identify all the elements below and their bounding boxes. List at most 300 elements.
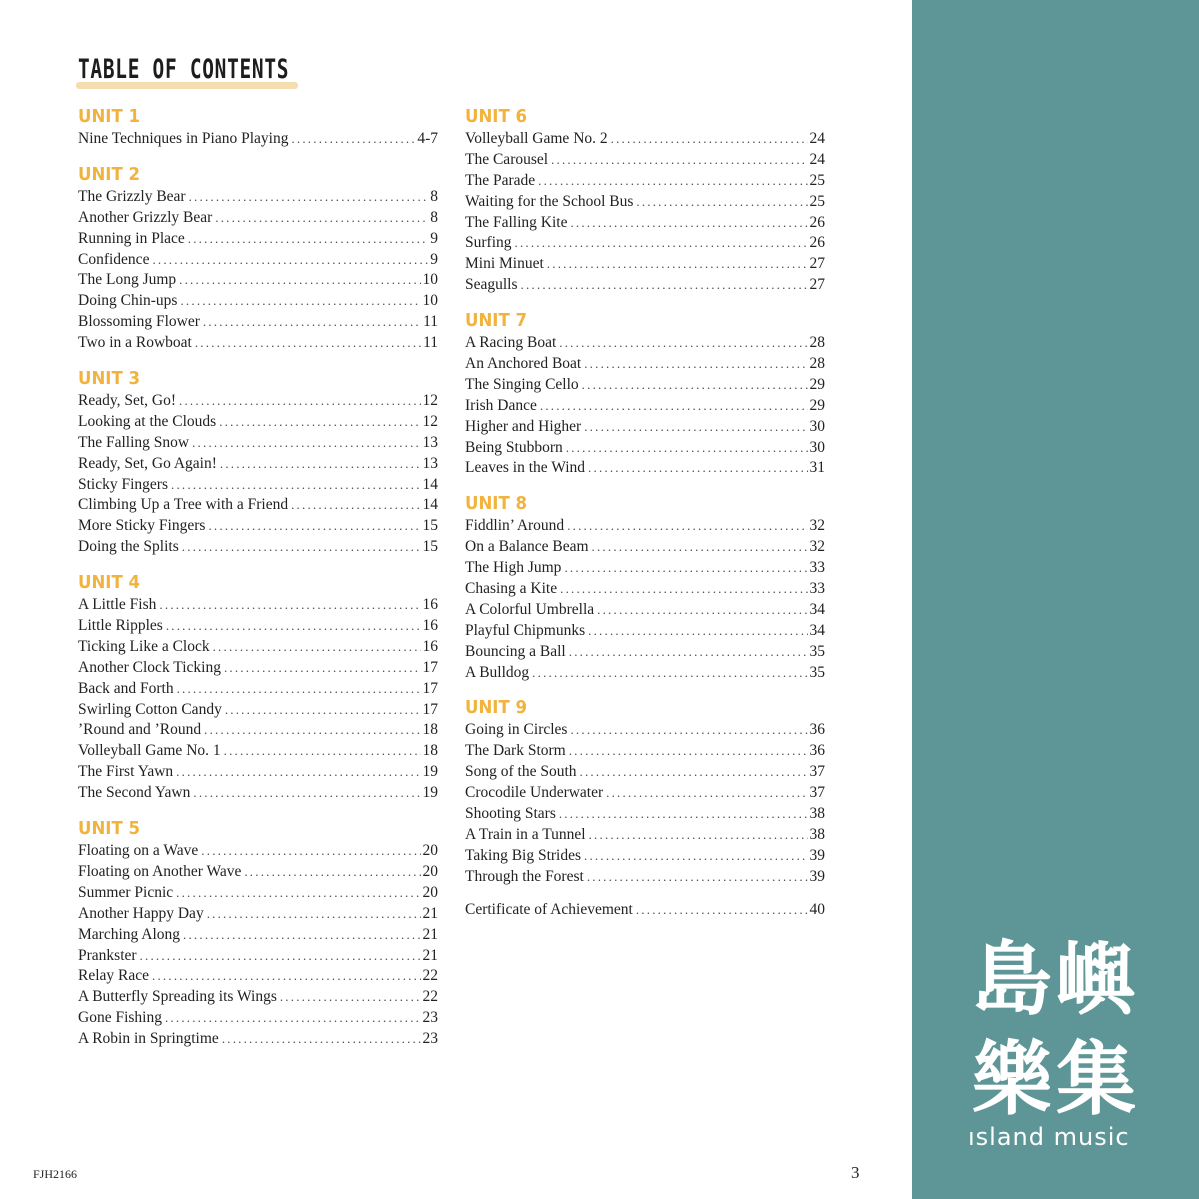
entry-title: An Anchored Boat bbox=[465, 355, 582, 373]
entry-title: Relay Race bbox=[78, 967, 150, 985]
entry-title: The Second Yawn bbox=[78, 784, 191, 802]
dot-leader bbox=[201, 841, 420, 862]
entry-page: 27 bbox=[809, 255, 825, 273]
toc-entry bbox=[78, 616, 438, 637]
dot-leader bbox=[569, 642, 808, 663]
entry-title: Swirling Cotton Candy bbox=[78, 700, 222, 718]
toc-entry bbox=[78, 412, 438, 433]
toc-entry bbox=[78, 433, 438, 454]
toc-entry bbox=[465, 621, 825, 642]
toc-entry bbox=[465, 129, 825, 150]
toc-entry bbox=[78, 987, 438, 1008]
dot-leader bbox=[564, 558, 807, 579]
dot-leader bbox=[171, 475, 421, 496]
entry-title: The Falling Snow bbox=[78, 433, 190, 451]
toc-entry bbox=[78, 454, 438, 475]
toc-entry bbox=[78, 883, 438, 904]
entry-page: 9 bbox=[430, 250, 438, 268]
entry-page: 38 bbox=[809, 825, 825, 843]
dot-leader bbox=[193, 783, 420, 804]
dot-leader bbox=[540, 396, 808, 417]
toc-entry bbox=[465, 720, 825, 741]
entry-title: The High Jump bbox=[465, 559, 562, 577]
dot-leader bbox=[592, 537, 808, 558]
unit-heading: UNIT 7 bbox=[465, 310, 528, 332]
dot-leader bbox=[195, 333, 421, 354]
entry-title: Sticky Fingers bbox=[78, 475, 168, 493]
entry-title: Chasing a Kite bbox=[465, 580, 558, 598]
entry-title: More Sticky Fingers bbox=[78, 517, 206, 535]
entry-page: 24 bbox=[809, 130, 825, 147]
entry-title: The Dark Storm bbox=[465, 742, 566, 760]
dot-leader bbox=[219, 412, 420, 433]
entry-page: 21 bbox=[422, 946, 438, 964]
entry-title: Surfing bbox=[465, 234, 512, 252]
entry-title: On a Balance Beam bbox=[465, 538, 589, 556]
entry-page: 40 bbox=[809, 900, 825, 918]
entry-page: 34 bbox=[809, 621, 825, 639]
page-number: 3 bbox=[851, 1163, 860, 1182]
entry-title: Prankster bbox=[78, 946, 137, 964]
entry-page: 8 bbox=[430, 187, 438, 205]
entry-title: Irish Dance bbox=[465, 396, 537, 414]
unit-heading: UNIT 2 bbox=[78, 163, 141, 185]
dot-leader bbox=[584, 846, 807, 867]
dot-leader bbox=[165, 1008, 421, 1029]
toc-entry bbox=[78, 250, 438, 271]
dot-leader bbox=[570, 213, 807, 234]
dot-leader bbox=[611, 129, 808, 150]
entry-page: 26 bbox=[809, 213, 825, 231]
entry-title: Fiddlin’ Around bbox=[465, 517, 565, 535]
entry-page: 20 bbox=[422, 862, 438, 880]
toc-entry bbox=[465, 783, 825, 804]
dot-leader bbox=[192, 433, 420, 454]
island-music-logo bbox=[966, 930, 1146, 1150]
dot-leader bbox=[220, 454, 421, 475]
entry-page: 25 bbox=[809, 171, 825, 189]
dot-leader bbox=[244, 862, 420, 883]
entry-title: Doing Chin-ups bbox=[78, 292, 178, 310]
toc-entry bbox=[465, 213, 825, 234]
entry-title: Shooting Stars bbox=[465, 805, 556, 823]
logo-chinese-text: 島嶼樂集 bbox=[972, 933, 1140, 1126]
toc-entry bbox=[78, 333, 438, 354]
toc-entry bbox=[78, 862, 438, 883]
entry-title: Another Grizzly Bear bbox=[78, 208, 213, 226]
entry-title: Mini Minuet bbox=[465, 255, 544, 273]
toc-entry bbox=[78, 966, 438, 987]
toc-entry bbox=[465, 396, 825, 417]
dot-leader bbox=[559, 333, 807, 354]
entry-page: 39 bbox=[809, 867, 825, 885]
unit-section bbox=[465, 104, 825, 296]
toc-entry bbox=[465, 663, 825, 684]
entry-title: ’Round and ’Round bbox=[78, 721, 202, 739]
dot-leader bbox=[532, 663, 807, 684]
toc-entry bbox=[465, 537, 825, 558]
entry-title: Back and Forth bbox=[78, 679, 174, 697]
entry-title: Waiting for the School Bus bbox=[465, 192, 634, 210]
entry-page: 19 bbox=[422, 784, 438, 802]
entry-page: 16 bbox=[422, 596, 438, 614]
toc-entry bbox=[78, 1029, 438, 1050]
unit-heading: UNIT 3 bbox=[78, 368, 141, 390]
entry-page: 14 bbox=[422, 475, 438, 493]
dot-leader bbox=[584, 354, 807, 375]
dot-leader bbox=[589, 825, 808, 846]
toc-entry bbox=[465, 846, 825, 867]
dot-leader bbox=[182, 537, 421, 558]
toc-entry bbox=[78, 679, 438, 700]
entry-page: 12 bbox=[422, 392, 438, 410]
toc-entry bbox=[78, 187, 438, 208]
entry-title: Another Happy Day bbox=[78, 904, 204, 922]
toc-entry bbox=[465, 150, 825, 171]
toc-entry bbox=[78, 762, 438, 783]
dot-leader bbox=[636, 900, 808, 921]
toc-entry bbox=[465, 558, 825, 579]
entry-page: 32 bbox=[809, 517, 825, 535]
entry-title: A Colorful Umbrella bbox=[465, 600, 595, 618]
dot-leader bbox=[587, 867, 808, 888]
toc-entry bbox=[465, 354, 825, 375]
entry-page: 35 bbox=[809, 642, 825, 660]
entry-page: 32 bbox=[809, 538, 825, 556]
page-title: TABLE OF CONTENTS bbox=[78, 54, 290, 85]
dot-leader bbox=[291, 129, 415, 150]
entry-page: 20 bbox=[422, 842, 438, 860]
dot-leader bbox=[569, 741, 808, 762]
toc-entry bbox=[78, 391, 438, 412]
toc-entry bbox=[78, 229, 438, 250]
unit-heading: UNIT 4 bbox=[78, 572, 141, 594]
toc-entry bbox=[78, 537, 438, 558]
toc-entry bbox=[78, 516, 438, 537]
entry-title: Gone Fishing bbox=[78, 1009, 162, 1027]
entry-page: 17 bbox=[422, 679, 438, 697]
entry-title: Playful Chipmunks bbox=[465, 621, 586, 639]
toc-entry bbox=[78, 637, 438, 658]
unit-section bbox=[78, 104, 438, 150]
toc-entry bbox=[78, 904, 438, 925]
toc-entry bbox=[78, 783, 438, 804]
entry-page: 34 bbox=[809, 600, 825, 618]
toc-entry bbox=[465, 642, 825, 663]
dot-leader bbox=[176, 762, 420, 783]
entry-title: A Bulldog bbox=[465, 663, 530, 681]
dot-leader bbox=[183, 925, 420, 946]
entry-page: 30 bbox=[809, 417, 825, 435]
dot-leader bbox=[152, 966, 420, 987]
entry-page: 38 bbox=[809, 805, 825, 823]
dot-leader bbox=[159, 595, 420, 616]
entry-title: A Robin in Springtime bbox=[78, 1030, 219, 1048]
unit-section bbox=[78, 570, 438, 804]
entry-page: 12 bbox=[422, 412, 438, 430]
dot-leader bbox=[203, 312, 421, 333]
entry-page: 22 bbox=[422, 967, 438, 985]
entry-title: Doing the Splits bbox=[78, 538, 179, 556]
entry-title: The Falling Kite bbox=[465, 213, 568, 231]
entry-title: Summer Picnic bbox=[78, 883, 174, 901]
entry-page: 26 bbox=[809, 234, 825, 252]
entry-title: Song of the South bbox=[465, 763, 577, 781]
entry-page: 16 bbox=[422, 617, 438, 635]
entry-page: 37 bbox=[809, 763, 825, 781]
dot-leader bbox=[515, 233, 808, 254]
dot-leader bbox=[560, 579, 807, 600]
entry-page: 23 bbox=[422, 1030, 438, 1048]
entry-title: Taking Big Strides bbox=[465, 846, 582, 864]
entry-title: Ready, Set, Go Again! bbox=[78, 454, 217, 472]
toc-entry bbox=[465, 417, 825, 438]
toc-entry bbox=[465, 438, 825, 459]
entry-page: 17 bbox=[422, 658, 438, 676]
entry-title: Going in Circles bbox=[465, 721, 568, 739]
entry-title: Leaves in the Wind bbox=[465, 459, 586, 477]
entry-page: 36 bbox=[809, 742, 825, 760]
unit-heading: UNIT 9 bbox=[465, 697, 528, 719]
dot-leader bbox=[538, 171, 807, 192]
entry-page: 14 bbox=[422, 496, 438, 514]
dot-leader bbox=[166, 616, 421, 637]
unit-section bbox=[465, 308, 825, 479]
dot-leader bbox=[547, 254, 808, 275]
dot-leader bbox=[213, 637, 421, 658]
entry-page: 10 bbox=[422, 271, 438, 289]
entry-page: 11 bbox=[423, 313, 438, 331]
toc-entry bbox=[465, 254, 825, 275]
entry-page: 21 bbox=[422, 904, 438, 922]
dot-leader bbox=[291, 495, 420, 516]
dot-leader bbox=[179, 391, 420, 412]
toc-entry bbox=[78, 312, 438, 333]
entry-page: 37 bbox=[809, 784, 825, 802]
toc-entry bbox=[78, 270, 438, 291]
entry-title: Floating on a Wave bbox=[78, 842, 199, 860]
dot-leader bbox=[140, 946, 421, 967]
dot-leader bbox=[584, 417, 807, 438]
unit-heading: UNIT 1 bbox=[78, 106, 141, 127]
entry-title: Two in a Rowboat bbox=[78, 334, 192, 352]
dot-leader bbox=[180, 291, 420, 312]
entry-page: 13 bbox=[422, 433, 438, 451]
toc-entry bbox=[465, 600, 825, 621]
unit-section bbox=[465, 695, 825, 887]
dot-leader bbox=[189, 187, 429, 208]
dot-leader bbox=[177, 679, 421, 700]
entry-title: A Little Fish bbox=[78, 596, 157, 614]
entry-page: 4-7 bbox=[417, 130, 438, 147]
toc-entry bbox=[465, 804, 825, 825]
toc-entry bbox=[78, 841, 438, 862]
toc-entry bbox=[78, 595, 438, 616]
toc-entry bbox=[78, 208, 438, 229]
toc-entry bbox=[78, 495, 438, 516]
entry-page: 24 bbox=[809, 150, 825, 168]
entry-page: 29 bbox=[809, 396, 825, 414]
toc-entry bbox=[465, 458, 825, 479]
toc-entry bbox=[465, 825, 825, 846]
entry-title: Blossoming Flower bbox=[78, 313, 200, 331]
entry-title: A Train in a Tunnel bbox=[465, 825, 586, 843]
entry-title: Ready, Set, Go! bbox=[78, 392, 177, 410]
entry-title: Crocodile Underwater bbox=[465, 784, 604, 802]
unit-section bbox=[465, 491, 825, 683]
entry-title: A Butterfly Spreading its Wings bbox=[78, 988, 277, 1006]
entry-page: 30 bbox=[809, 438, 825, 456]
entry-title: Being Stubborn bbox=[465, 438, 563, 456]
toc-entry bbox=[78, 946, 438, 967]
entry-page: 17 bbox=[422, 700, 438, 718]
entry-page: 15 bbox=[422, 517, 438, 535]
entry-page: 18 bbox=[422, 721, 438, 739]
entry-title: The Long Jump bbox=[78, 271, 177, 289]
dot-leader bbox=[606, 783, 807, 804]
entry-page: 11 bbox=[423, 334, 438, 352]
unit-heading: UNIT 8 bbox=[465, 493, 528, 515]
entry-page: 33 bbox=[809, 559, 825, 577]
entry-page: 16 bbox=[422, 637, 438, 655]
entry-page: 15 bbox=[422, 538, 438, 556]
dot-leader bbox=[567, 516, 807, 537]
dot-leader bbox=[570, 720, 807, 741]
entry-title: Confidence bbox=[78, 250, 150, 268]
toc-entry bbox=[78, 741, 438, 762]
dot-leader bbox=[188, 229, 428, 250]
toc-entry bbox=[465, 275, 825, 296]
entry-title: Bouncing a Ball bbox=[465, 642, 566, 660]
toc-entry bbox=[78, 1008, 438, 1029]
entry-page: 10 bbox=[422, 292, 438, 310]
entry-page: 33 bbox=[809, 580, 825, 598]
entry-page: 20 bbox=[422, 883, 438, 901]
entry-title: Looking at the Clouds bbox=[78, 412, 217, 430]
dot-leader bbox=[280, 987, 421, 1008]
entry-title: Volleyball Game No. 1 bbox=[78, 742, 221, 760]
toc-column-left bbox=[78, 104, 438, 1062]
entry-page: 25 bbox=[809, 192, 825, 210]
entry-title: Floating on Another Wave bbox=[78, 862, 242, 880]
dot-leader bbox=[582, 375, 808, 396]
entry-title: Nine Techniques in Piano Playing bbox=[78, 130, 289, 147]
unit-heading: UNIT 5 bbox=[78, 818, 141, 840]
toc-entry bbox=[78, 658, 438, 679]
entry-title: Volleyball Game No. 2 bbox=[465, 130, 608, 147]
entry-page: 18 bbox=[422, 742, 438, 760]
dot-leader bbox=[559, 804, 808, 825]
entry-title: Climbing Up a Tree with a Friend bbox=[78, 496, 289, 514]
toc-entry bbox=[78, 291, 438, 312]
dot-leader bbox=[207, 904, 421, 925]
dot-leader bbox=[224, 658, 421, 679]
dot-leader bbox=[208, 516, 420, 537]
entry-page: 29 bbox=[809, 375, 825, 393]
toc-entry bbox=[78, 129, 438, 150]
dot-leader bbox=[204, 720, 420, 741]
dot-leader bbox=[152, 250, 428, 271]
entry-title: The Parade bbox=[465, 171, 536, 189]
entry-title: A Racing Boat bbox=[465, 334, 557, 352]
dot-leader bbox=[224, 741, 421, 762]
unit-section bbox=[78, 816, 438, 1050]
toc-entry bbox=[465, 579, 825, 600]
entry-title: The Grizzly Bear bbox=[78, 187, 186, 205]
entry-page: 27 bbox=[809, 276, 825, 294]
toc-entry bbox=[78, 720, 438, 741]
entry-title: Little Ripples bbox=[78, 617, 163, 635]
footer-catalog-code: FJH2166 bbox=[33, 1167, 78, 1181]
entry-page: 23 bbox=[422, 1009, 438, 1027]
entry-page: 22 bbox=[422, 988, 438, 1006]
dot-leader bbox=[179, 270, 420, 291]
entry-page: 9 bbox=[430, 229, 438, 247]
toc-entry bbox=[465, 192, 825, 213]
entry-title: Through the Forest bbox=[465, 867, 584, 885]
dot-leader bbox=[176, 883, 420, 904]
entry-title: Seagulls bbox=[465, 276, 518, 294]
toc-entry bbox=[78, 925, 438, 946]
unit-section bbox=[78, 366, 438, 558]
dot-leader bbox=[225, 700, 421, 721]
unit-heading: UNIT 6 bbox=[465, 106, 528, 127]
toc-column-right bbox=[465, 104, 825, 921]
entry-title: Certificate of Achievement bbox=[465, 900, 633, 918]
entry-title: The Singing Cello bbox=[465, 375, 579, 393]
entry-page: 13 bbox=[422, 454, 438, 472]
entry-title: Running in Place bbox=[78, 229, 185, 247]
entry-page: 19 bbox=[422, 763, 438, 781]
entry-title: Another Clock Ticking bbox=[78, 658, 221, 676]
toc-entry bbox=[78, 475, 438, 496]
toc-entry bbox=[465, 762, 825, 783]
toc-entry bbox=[465, 867, 825, 888]
dot-leader bbox=[215, 208, 428, 229]
dot-leader bbox=[588, 458, 807, 479]
dot-leader bbox=[521, 275, 808, 296]
unit-section bbox=[78, 162, 438, 354]
logo-english-text: ısland music bbox=[968, 1123, 1130, 1151]
entry-title: The Carousel bbox=[465, 150, 549, 168]
entry-title: Marching Along bbox=[78, 925, 181, 943]
dot-leader bbox=[580, 762, 808, 783]
toc-entry bbox=[465, 333, 825, 354]
toc-entry bbox=[465, 741, 825, 762]
entry-title: Ticking Like a Clock bbox=[78, 637, 210, 655]
entry-page: 35 bbox=[809, 663, 825, 681]
dot-leader bbox=[636, 192, 807, 213]
dot-leader bbox=[588, 621, 807, 642]
entry-page: 31 bbox=[809, 459, 825, 477]
entry-page: 28 bbox=[809, 355, 825, 373]
dot-leader bbox=[597, 600, 807, 621]
dot-leader bbox=[551, 150, 807, 171]
toc-entry bbox=[465, 516, 825, 537]
toc-entry bbox=[465, 233, 825, 254]
toc-entry bbox=[465, 375, 825, 396]
toc-entry bbox=[465, 171, 825, 192]
entry-page: 36 bbox=[809, 721, 825, 739]
toc-entry-certificate bbox=[465, 900, 825, 921]
entry-title: Higher and Higher bbox=[465, 417, 582, 435]
toc-entry bbox=[78, 700, 438, 721]
dot-leader bbox=[222, 1029, 421, 1050]
entry-page: 39 bbox=[809, 846, 825, 864]
dot-leader bbox=[566, 438, 808, 459]
entry-page: 28 bbox=[809, 334, 825, 352]
entry-page: 8 bbox=[430, 208, 438, 226]
